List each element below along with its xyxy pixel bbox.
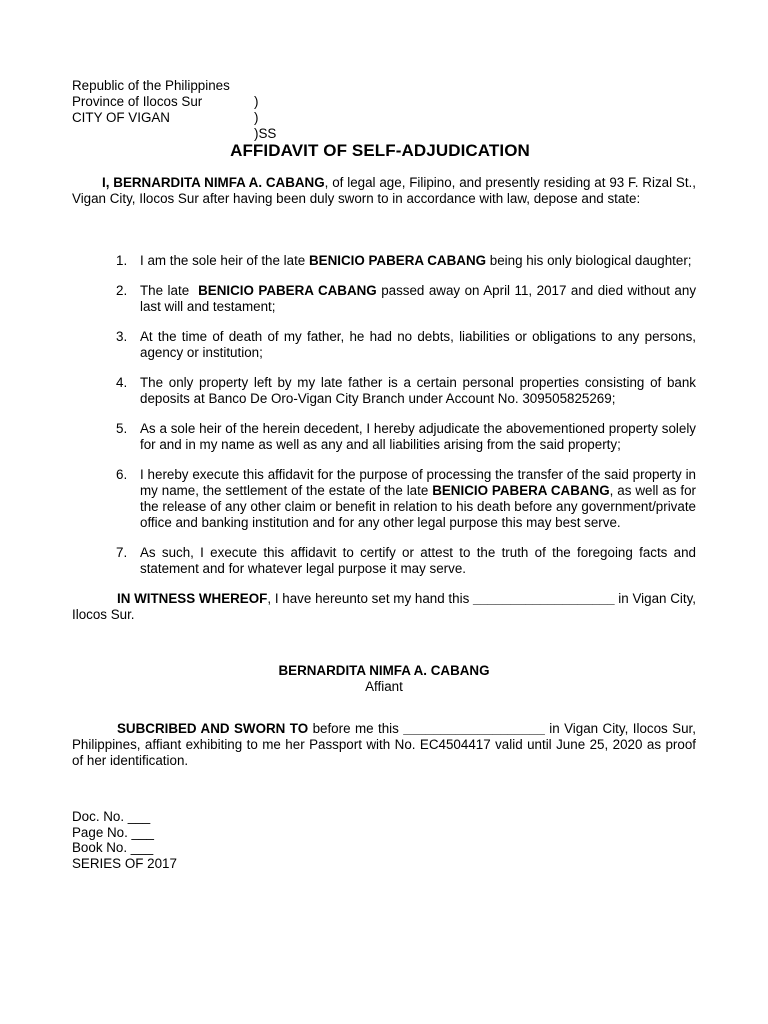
affiant-name: I, BERNARDITA NIMFA A. CABANG	[102, 175, 325, 190]
list-item	[72, 253, 696, 269]
item-text: The only property left by my late father is a certain personal properties consisting of bank deposits at Banco De Oro-Vigan City Branch under Account No. 309505825269;	[140, 375, 696, 406]
item-text: passed away on April 11, 2017 and died without any last will and testament;	[140, 283, 697, 314]
venue-province: Province of Ilocos Sur	[72, 94, 203, 109]
book-number: Book No. ___	[72, 840, 154, 855]
list-item	[72, 467, 696, 531]
decedent-name: BENICIO PABERA CABANG	[432, 483, 610, 498]
page-number: Page No. ___	[72, 824, 154, 840]
witness-text: , I have hereunto set my hand this	[267, 591, 474, 606]
item-number: 4.	[116, 375, 128, 390]
witness-tail: in Vigan City, Ilocos Sur.	[72, 591, 696, 622]
item-number: 7.	[116, 545, 128, 560]
statement-list	[72, 253, 696, 577]
item-number: 6.	[116, 467, 128, 482]
item-text: As a sole heir of the herein decedent, I hereby adjudicate the abovementioned property solely for and in my name as well as any and all liabilities arising from the said property;	[140, 421, 696, 452]
notarial-register	[72, 809, 696, 871]
affidavit-document	[72, 62, 696, 871]
item-number: 1.	[116, 253, 128, 268]
item-text: The late	[140, 283, 199, 298]
venue-bracket: )	[254, 94, 259, 109]
decedent-name: BENICIO PABERA CABANG	[198, 283, 377, 298]
item-text: I hereby execute this affidavit for the purpose of processing the transfer of the said property in my name, the settlement of the estate of the late	[140, 467, 696, 498]
list-item	[72, 421, 696, 453]
item-text: At the time of death of my father, he had no debts, liabilities or obligations to any persons, agency or institution;	[140, 329, 696, 360]
venue-country: Republic of the Philippines	[72, 78, 230, 93]
item-text: I am the sole heir of the late	[140, 253, 309, 268]
list-item	[72, 283, 696, 315]
intro-paragraph	[72, 175, 696, 207]
witness-paragraph	[72, 591, 696, 623]
jurat-lead: SUBCRIBED AND SWORN TO	[117, 721, 309, 736]
intro-text: , of legal age, Filipino, and presently residing at 93 F. Rizal St., Vigan City, Ilocos Sur after having been duly sworn to in accordance with law, depose and state:	[72, 175, 696, 206]
venue-block	[72, 62, 696, 141]
signatory-name: BERNARDITA NIMFA A. CABANG	[278, 663, 490, 678]
item-number: 2.	[116, 283, 128, 298]
jurat-paragraph	[72, 721, 696, 769]
venue-city: CITY OF VIGAN	[72, 110, 170, 125]
doc-number: Doc. No. ___	[72, 809, 151, 824]
venue-line-city	[72, 94, 696, 141]
series-year: SERIES OF 2017	[72, 855, 177, 871]
list-item	[72, 329, 696, 361]
item-number: 3.	[116, 329, 128, 344]
document-title: AFFIDAVIT OF SELF-ADJUDICATION	[230, 141, 530, 160]
list-item	[72, 545, 696, 577]
signatory-role: Affiant	[365, 679, 403, 694]
item-text: , as well as for the release of any other claim or benefit in relation to his death before any government/private office and banking institution and for any other legal purpose this may best serve.	[140, 483, 696, 530]
venue-bracket: )	[254, 110, 259, 125]
item-number: 5.	[116, 421, 128, 436]
item-text: As such, I execute this affidavit to certify or attest to the truth of the foregoing facts and statement and for whatever legal purpose it may serve.	[140, 545, 696, 576]
list-item	[72, 375, 696, 407]
venue-ss-mark: )SS	[254, 126, 277, 141]
jurat-tail: in Vigan City, Ilocos Sur, Philippines, affiant exhibiting to me her Passport with No. EC4504417 valid until June 25, 2020 as proof of her identification.	[72, 721, 697, 768]
signature-block	[72, 663, 696, 695]
item-text: being his only biological daughter;	[486, 253, 692, 268]
witness-lead: IN WITNESS WHEREOF	[117, 591, 268, 606]
jurat-text: before me this	[308, 721, 404, 736]
date-blank: ___________________	[403, 721, 545, 736]
date-blank: ___________________	[473, 591, 615, 606]
decedent-name: BENICIO PABERA CABANG	[308, 253, 487, 268]
